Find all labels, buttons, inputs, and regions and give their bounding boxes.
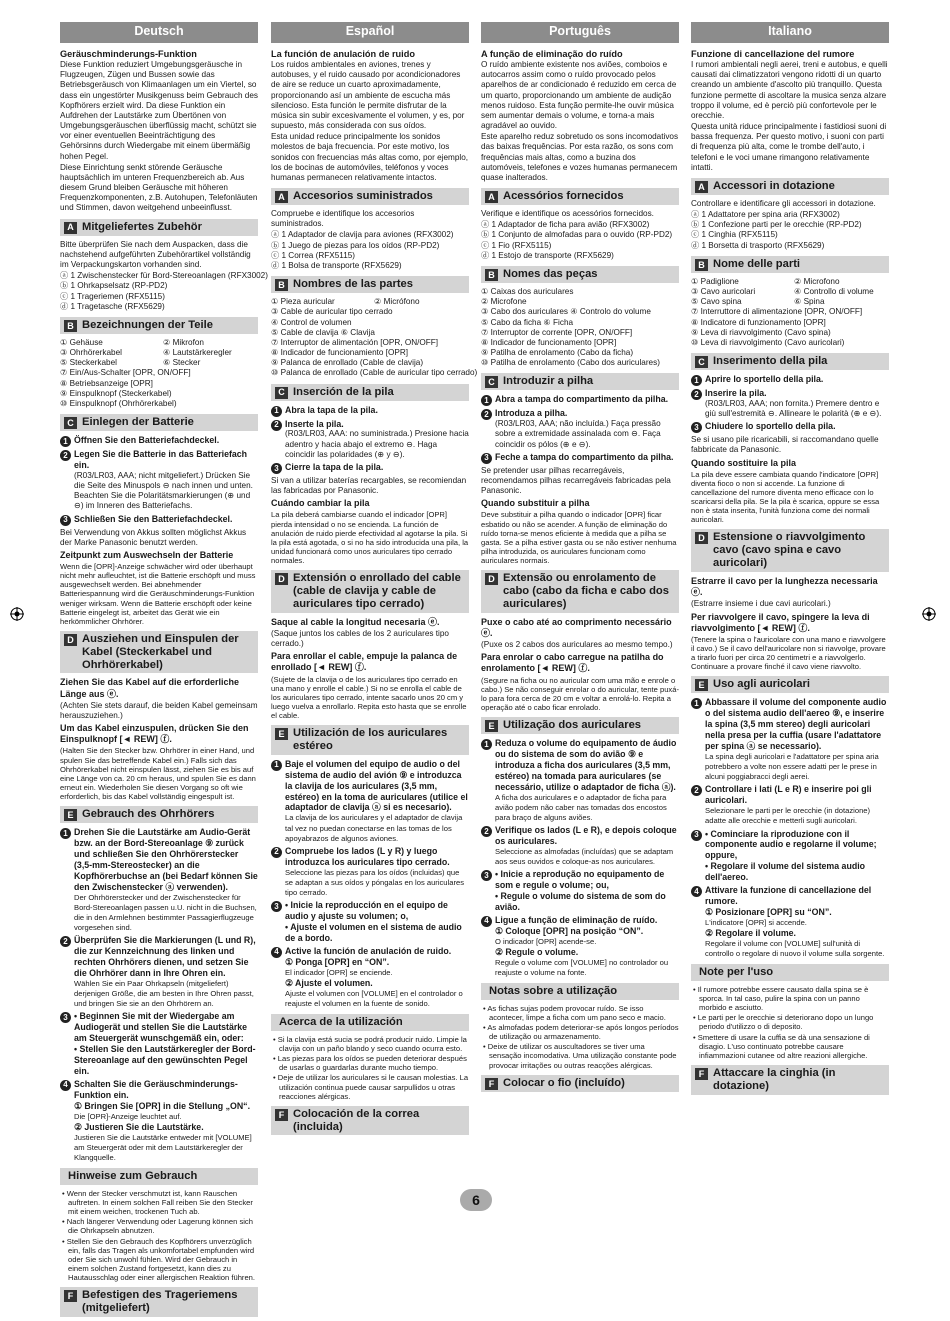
step-2: 2 Legen Sie die Batterie in das Batteriefach ein. (R03/LR03, AAA; nicht mitgeliefert.) Drücken Sie die Seite des Minuspols ⊖ nach innen und unten. Beachten Sie die Polaritätsmarkierungen (⊕ und ⊖) im Inneren des Batteriefachs. — [60, 449, 258, 512]
battery-note: Si van a utilizar baterías recargables, se recomiendan las fabricadas por Panasonic. — [271, 475, 467, 496]
letter-badge: C — [275, 387, 288, 399]
cable-step-1: Puxe o cabo até ao comprimento necessário ⓔ. — [481, 616, 672, 638]
step-number: 2 — [481, 409, 492, 420]
step-2: 2 Inserire la pila. (R03/LR03, AAA; non fornita.) Premere dentro e giù sull'estremità ⊖. Allineare le polarità (⊕ e ⊖). — [691, 388, 889, 419]
list-item: ① Caixas dos auriculares — [481, 287, 574, 296]
section-header-e: E Gebrauch des Ohrhörers — [60, 806, 258, 823]
use-step-2: 2 Controllare i lati (L e R) e inserire poi gli auricolari. Selezionare le parti per le orecchie (in dotazione) adatte alle orecchie e metterli sugli auricolari. — [691, 784, 889, 826]
hints-list — [60, 1189, 258, 1282]
hint-item: • Nach längerer Verwendung oder Lagerung können sich die Ohrkapseln abnutzen. — [62, 1217, 253, 1236]
list-item: ⓐ 1 Adattatore per spina aria (RFX3002) — [691, 210, 840, 220]
section-header-hints: Note per l'uso — [691, 964, 889, 981]
cable-step-2-text: (Sujete de la clavija o de los auriculares tipo cerrado en una mano y enrolle el cable.) Si no se enrolla el cable de los auriculares tipo cerrado, intente sacarlo unos 20 cm y luego vuelva a enrollarlo. Repita esto hasta que se enrolle el cable. — [271, 674, 467, 720]
hint-item: • Si la clavija está sucia se podrá producir ruido. Limpie la clavija con un paño blando y seco cuando ocurra esto. — [273, 1034, 467, 1054]
section-header-f: F Attaccare la cinghia (in dotazione) — [691, 1065, 889, 1095]
letter-badge: E — [485, 720, 498, 732]
battery-replace-text: La pila deberá cambiarse cuando el indicador [OPR] pierda intensidad o no se encienda. La función de anulación de ruido pierde efectividad al agotarse la pila. Si la pila está agotada, o si no ha sido introducida una pila, la unidad funcionará como unos auriculares tipo cerrado normales. — [271, 510, 469, 566]
list-item: ⑩ Palanca de enrollado (Cable de auricular tipo cerrado) — [271, 368, 478, 378]
list-item: ⑨ Leva di riavvolgimento (Cavo spina) — [691, 327, 831, 337]
hint-item: • As almofadas podem deteriorar-se após longos períodos de utilização ou armazenamento. — [483, 1023, 679, 1042]
language-header: Español — [271, 22, 469, 43]
list-item: ⓑ 1 Confezione parti per le orecchie (RP-PD2) — [691, 220, 862, 230]
cable-step-1: Estrarre il cavo per la lunghezza necessaria ⓔ. — [691, 576, 878, 598]
accessories-list — [271, 230, 469, 271]
section-header-b: B Nomes das peças — [481, 266, 679, 283]
letter-badge: E — [695, 679, 708, 691]
section-header-a: A Accesorios suministrados — [271, 188, 469, 205]
list-item: ⑦ Ein/Aus-Schalter [OPR, ON/OFF] — [60, 368, 191, 378]
use-step-4: 4 Schalten Sie die Geräuschminderungs-Funktion ein. ① Bringen Sie [OPR] in die Stellung „ON“. Die [OPR]-Anzeige leuchtet auf. ② Justieren Sie die Lautstärke. Justieren Sie die Lautstärke entweder mit [VOLUME] am Steuergerät oder mit dem Lautstärkeregler der Klangquelle. — [60, 1079, 258, 1163]
step-number: 3 — [60, 1012, 71, 1023]
section-header-f: F Befestigen des Trageriemens (mitgeliefert) — [60, 1287, 258, 1317]
section-header-d: D Estensione o riavvolgimento cavo (cavo spina e cavo auricolari) — [691, 529, 889, 572]
list-item: ⓑ 1 Juego de piezas para los oídos (RP-PD2) — [271, 240, 440, 250]
hints-list — [271, 1035, 469, 1101]
letter-badge: B — [485, 269, 498, 281]
hint-item: • Wenn der Stecker verschmutzt ist, kann Rauschen auftreten. In einem solchen Fall reiben Sie den Stecker mit einem weichen, trockenen Tuch ab. — [62, 1188, 253, 1217]
list-item: ⑧ Indicatore di funzionamento [OPR] — [691, 317, 826, 327]
cable-step-2: Para enrolar o cabo carregue na patilha do enrolamento [◄ REW] ⓕ. — [481, 652, 664, 674]
step-1: 1 Öffnen Sie den Batteriefachdeckel. — [60, 435, 258, 447]
column-es — [271, 22, 478, 1139]
accessories-list — [60, 271, 268, 312]
hints-list — [481, 1004, 679, 1070]
section-header-b: B Nome delle parti — [691, 256, 889, 273]
list-item: ⓐ 1 Adaptador de ficha para avião (RFX3002) — [481, 220, 650, 230]
step-1: 1 Abra a tampa do compartimento da pilha. — [481, 394, 679, 406]
battery-note: Se si usano pile ricaricabili, si raccomandano quelle fabbricate da Panasonic. — [691, 435, 879, 455]
list-item: ⓒ 1 Cinghia (RFX5115) — [691, 230, 778, 240]
step-number: 1 — [60, 828, 71, 839]
letter-badge: D — [275, 573, 288, 585]
step-1: 1 Aprire lo sportello della pila. — [691, 374, 889, 386]
cable-step-2: Um das Kabel einzuspulen, drücken Sie den Einspulknopf [◄ REW] ⓕ. — [60, 723, 249, 745]
use-step-4: 4 Ligue a função de eliminação de ruído. ① Coloque [OPR] na posição “ON”. O indicador [OPR] acende-se. ② Regule o volume. Regule o volume com [VOLUME] no controlador ou reajuste o volume na fonte. — [481, 915, 679, 978]
step-number: 3 — [271, 463, 282, 474]
subsection-title: Quando substituir a pilha — [481, 498, 590, 509]
section-header-e: E Utilización de los auriculares estéreo — [271, 725, 469, 755]
use-step-4: 4 Active la función de anulación de ruido. ① Ponga [OPR] en “ON”. El indicador [OPR] se enciende. ② Ajuste el volumen. Ajuste el volumen con [VOLUME] en el controlador o reajuste el volumen en la fuente de sonido. — [271, 946, 469, 1009]
list-item: ② Microfono — [793, 276, 840, 286]
battery-replace-text: Deve substituir a pilha quando o indicador [OPR] ficar esbatido ou não se acender. A função de eliminação do ruído torna-se menos eficiente à medida que a pilha se gasta. Se a pilha estiver gasta ou se não estiver nenhuma pilha introduzida, os auriculares funcionam como auriculares normais. — [481, 510, 677, 566]
step-number: 3 — [691, 830, 702, 841]
accessories-text: Compruebe e identifique los accesorios suministrados. — [271, 209, 415, 229]
list-item: ④ Control de volumen — [271, 317, 352, 327]
step-number: 2 — [60, 450, 71, 461]
intro-text-2: Este aparelho reduz sobretudo os sons incomodativos das baixas frequências. Por esta razão, os sons com frequências mais altas, como a buzina dos automóveis, telefones e vozes humanas permanecem quase inalterados. — [481, 132, 679, 182]
accessories-text: Controllare e identificare gli accessori in dotazione. — [691, 198, 876, 208]
hint-item: • Il rumore potrebbe essere causato dalla spina se è sporca. In tal caso, pulire la spina con un panno morbido e asciutto. — [693, 985, 869, 1013]
language-header: Italiano — [691, 22, 889, 43]
language-header: Deutsch — [60, 22, 258, 43]
parts-list — [691, 307, 889, 348]
cable-step-1-text: (Puxe os 2 cabos dos auriculares ao mesmo tempo.) — [481, 640, 673, 650]
letter-badge: C — [695, 356, 708, 368]
list-item: ⑤ Steckerkabel — [60, 358, 117, 368]
section-title: Funzione di cancellazione del rumore — [691, 48, 855, 59]
step-number: 3 — [481, 870, 492, 881]
step-number: 3 — [60, 515, 71, 526]
letter-badge: B — [64, 320, 77, 332]
list-item: ③ Cable de auricular tipo cerrado — [271, 307, 393, 317]
section-header-hints: Hinweise zum Gebrauch — [60, 1168, 258, 1185]
list-item: ⑦ Interruttore di alimentazione [OPR, ON/OFF] — [691, 307, 863, 317]
list-item: ⓓ 1 Bolsa de transporte (RFX5629) — [271, 261, 402, 270]
section-header-b: B Nombres de las partes — [271, 276, 469, 293]
list-item: ⑨ Palanca de enrollado (Cable de clavija) — [271, 358, 424, 368]
list-item: ⓓ 1 Tragetasche (RFX5629) — [60, 301, 165, 311]
list-item: ① Padiglione — [691, 276, 739, 286]
battery-note: Bei Verwendung von Akkus sollten möglichst Akkus der Marke Panasonic benutzt werden. — [60, 527, 247, 547]
cable-step-1-text: (Achten Sie stets darauf, die beiden Kabel gemeinsam herauszuziehen.) — [60, 700, 258, 720]
letter-badge: A — [485, 191, 498, 203]
hint-item: • Deje de utilizar los auriculares si le causan molestias. La utilización continua puede causar sarpullidos u otras reacciones alérgicas. — [273, 1073, 469, 1101]
list-item: ⑨ Patilha de enrolamento (Cabo da ficha) — [481, 348, 634, 358]
letter-badge: C — [485, 376, 498, 388]
hint-item: • Stellen Sie den Gebrauch des Kopfhörers unverzüglich ein, falls das Tragen als unkomfortabel empfunden wird oder Sie sich unwohl fühlen. Wird der Gebrauch in einem solchen Zustand fortgesetzt, kann dies zu Hautausschlag oder einer allergischen Reaktion führen. — [62, 1236, 256, 1282]
list-item: ⑦ Interruptor de corrente [OPR, ON/OFF] — [481, 327, 633, 337]
letter-badge: B — [695, 259, 708, 271]
section-header-d: D Ausziehen und Einspulen der Kabel (Steckerkabel und Ohrhörerkabel) — [60, 631, 258, 674]
step-number: 1 — [60, 436, 71, 447]
column-pt — [481, 22, 679, 1096]
step-number: 1 — [481, 739, 492, 750]
intro-text: Diese Funktion reduziert Umgebungsgeräusche in Flugzeugen, Zügen und Bussen sowie das Betriebsgeräusch von Klimaanlagen um ein Viertel, so dass ein ungestörter Musikgenuss beim Gebrauch des Kopfhörers erzielt wird. Da diese Funktion ein Aufdrehen der Lautstärke zum Übertönen von Umgebungsgeräuschen überflüssig macht, schützt sie vor einer eventuellen Beeinträchtigung des Gehörsinns durch Wiedergabe mit einem übermäßig hohen Pegel. — [60, 60, 258, 161]
letter-badge: F — [695, 1068, 708, 1080]
registration-mark-right — [922, 607, 936, 621]
list-item: ⑥ Spina — [793, 297, 825, 307]
step-1: 1 Abra la tapa de la pila. — [271, 405, 469, 417]
list-item: ⑩ Einspulknopf (Ohrhörerkabel) — [60, 398, 177, 408]
use-step-3: 3 • Inicie la reproducción en el equipo de audio y ajuste su volumen; o, • Ajuste el volumen en el sistema de audio de a bordo. — [271, 900, 469, 944]
list-item: ⑧ Indicador de funcionamento [OPR] — [481, 337, 617, 347]
step-2: 2 Inserte la pila. (R03/LR03, AAA: no suministrada.) Presione hacia adentro y hacia abajo el extremo ⊖. Haga coincidir las polaridades (⊕ y ⊖). — [271, 419, 469, 460]
step-number: 3 — [691, 422, 702, 433]
list-item: ④ Lautstärkeregler — [162, 348, 232, 358]
step-number: 2 — [691, 389, 702, 400]
section-header-hints: Notas sobre a utilização — [481, 983, 679, 1000]
hints-list — [691, 985, 889, 1060]
letter-badge: A — [275, 191, 288, 203]
intro-text: O ruído ambiente existente nos aviões, comboios e autocarros assim como o ruído provocado pelos aparelhos de ar condicionado é reduzido em cerca de um quarto, proporcionando um ambiente de audição menos ruidoso. Esta função permite-lhe ouvir música sem aumentar demais o volume, e torna-a mais agradável ao ouvido. — [481, 60, 677, 131]
cable-step-2-text: (Halten Sie den Stecker bzw. Ohrhörer in einer Hand, und spulen Sie das betreffende Kabel ein.) Falls sich das Ohrhörerkabel nicht einspulen lässt, ziehen Sie es bis auf eine Länge von ca. 20 cm heraus, und spulen Sie es dann erneut ein. Wiederholen Sie diesen Vorgang so oft wie erforderlich, bis das Kabel vollständig eingespult ist. — [60, 746, 256, 801]
parts-list — [481, 287, 679, 368]
battery-note: Se pretender usar pilhas recarregáveis, recomendamos pilhas recarregáveis fabricadas pela Panasonic. — [481, 465, 671, 496]
list-item: ⓑ 1 Conjunto de almofadas para o ouvido (RP-PD2) — [481, 230, 673, 240]
list-item: ② Mikrofon — [162, 337, 204, 347]
section-header-c: C Introduzir a pilha — [481, 373, 679, 390]
letter-badge: E — [275, 728, 288, 740]
list-item: ① Pieza auricular — [271, 297, 335, 307]
parts-list — [271, 307, 478, 378]
step-3: 3 Cierre la tapa de la pila. — [271, 462, 469, 474]
step-number: 1 — [691, 698, 702, 709]
step-number: 2 — [691, 785, 702, 796]
subsection-title: Zeitpunkt zum Auswechseln der Batterie — [60, 549, 234, 560]
cable-step-1-text: (Estrarre insieme i due cavi auricolari.) — [691, 599, 831, 609]
letter-badge: D — [485, 573, 498, 585]
list-item: ⓓ 1 Borsetta di trasporto (RFX5629) — [691, 240, 825, 250]
letter-badge: F — [275, 1109, 288, 1121]
parts-grid — [691, 277, 889, 308]
section-header-f: F Colocar o fio (incluído) — [481, 1075, 679, 1092]
list-item: ⑩ Leva di riavvolgimento (Cavo auricolari) — [691, 337, 845, 347]
step-number: 1 — [481, 395, 492, 406]
cable-step-1-text: (Saque juntos los cables de los 2 auriculares tipo cerrado.) — [271, 628, 449, 649]
subsection-title: Quando sostituire la pila — [691, 457, 797, 468]
step-number: 3 — [271, 901, 282, 912]
use-step-4: 4 Attivare la funzione di cancellazione del rumore. ① Posizionare [OPR] su “ON”. L'indicatore [OPR] si accende. ② Regolare il volume. Regolare il volume con [VOLUME] sull'unità di controllo o regolare di nuovo il volume sulla sorgente. — [691, 885, 889, 959]
list-item: ⓐ 1 Adaptador de clavija para aviones (RFX3002) — [271, 230, 454, 240]
use-step-3: 3 • Cominciare la riproduzione con il componente audio e regolarne il volume; oppure, • Regolare il volume del sistema audio dell'aereo. — [691, 829, 889, 884]
step-number: 2 — [271, 847, 282, 858]
list-item: ⑤ Cabo da ficha ⑥ Ficha — [481, 317, 574, 327]
step-number: 4 — [271, 947, 282, 958]
list-item: ⑥ Stecker — [162, 358, 201, 368]
step-number: 2 — [271, 420, 282, 431]
list-item: ⑦ Interruptor de alimentación [OPR, ON/OFF] — [271, 337, 439, 347]
letter-badge: E — [64, 809, 77, 821]
step-number: 2 — [481, 826, 492, 837]
list-item: ④ Controllo di volume — [793, 287, 874, 296]
intro-text-2: Esta unidad reduce principalmente los sonidos molestos de baja frecuencia. Por este motivo, los sonidos con frecuencias más altas como, por ejemplo, los de bocinas de automóviles, teléfonos y voces humanas permanecen relativamente intactos. — [271, 132, 469, 182]
hint-item: • Las piezas para los oídos se pueden deteriorar después de usarlas o guardarlas durante mucho tiempo. — [273, 1054, 467, 1073]
step-number: 4 — [481, 916, 492, 927]
section-header-e: E Utilização dos auriculares — [481, 717, 679, 734]
letter-badge: C — [64, 417, 77, 429]
accessories-text: Bitte überprüfen Sie nach dem Auspacken, dass die nachstehend aufgeführten Zubehörartikel vollständig im Verpackungskarton vorhanden sind. — [60, 239, 251, 269]
list-item: ⑤ Cavo spina — [691, 297, 742, 307]
use-step-1: 1 Drehen Sie die Lautstärke am Audio-Gerät bzw. an der Bord-Stereoanlage ⑨ zurück und schließen Sie den Ohrhörerstecker (3,5-mm-Stereostecker) an die Kopfhörerbuchse an (bei Bedarf können Sie den Zwischenstecker ⓐ verwenden). Der Ohrhörerstecker und der Zwischenstecker für Bord-Stereoanlagen passen u.U. nicht in die Buchsen, die in den Armlehnen bestimmter Passagierflugzeuge vorgesehen sind. — [60, 827, 258, 933]
use-step-2: 2 Verifique os lados (L e R), e depois coloque os auriculares. Seleccione as almofadas (incluídas) que se adaptam aos seus ouvidos e coloque-as nos auriculares. — [481, 825, 679, 867]
use-step-1: 1 Abbassare il volume del componente audio o del sistema audio dell'aereo ⑨, e inserire la spina (3,5 mm stereo) degli auricolari nella presa per la cuffia (usare l'adattatore per spina ⓐ se necessario). La spina degli auricolari e l'adattatore per spina aria potrebbero a volte non essere adatti per le prese in alcuni poggiabracci degli aerei. — [691, 697, 889, 782]
list-item: ③ Cavo auricolari — [691, 287, 756, 296]
list-item: ② Microfone — [481, 297, 527, 307]
page-number: 6 — [460, 1189, 492, 1211]
step-number: 1 — [271, 760, 282, 771]
list-item: ⑨ Einspulknopf (Steckerkabel) — [60, 388, 172, 398]
use-step-2: 2 Compruebe los lados (L y R) y luego introduzca los auriculares tipo cerrado. Seleccione las piezas para los oídos (incluidas) que se adaptan a sus oídos y póngalas en los auriculares tipo cerrado. — [271, 846, 469, 898]
list-item: ⓓ 1 Estojo de transporte (RFX5629) — [481, 250, 614, 260]
section-header-c: C Einlegen der Batterie — [60, 414, 258, 431]
registration-mark-left — [10, 607, 24, 621]
list-item: ② Micrófono — [373, 297, 420, 307]
use-step-1: 1 Reduza o volume do equipamento de áudio ou do sistema de som do avião ⑨ e introduza a ficha dos auriculares (3,5 mm, estéreo) na tomada para auriculares (se necessário, utilize o adaptador de ficha ⓐ). A ficha dos auriculares e o adaptador de ficha para avião podem não caber nas tomadas dos encostos para braço de alguns aviões. — [481, 738, 679, 823]
step-number: 1 — [271, 406, 282, 417]
section-header-a: A Acessórios fornecidos — [481, 188, 679, 205]
cable-step-2: Per riavvolgere il cavo, spingere la leva di riavvolgimento [◄ REW] ⓕ. — [691, 611, 870, 633]
list-item: ⑤ Cable de clavija ⑥ Clavija — [271, 327, 375, 337]
list-item: ⓑ 1 Ohrkapselsatz (RP-PD2) — [60, 281, 168, 291]
accessories-list — [691, 210, 889, 251]
section-header-c: C Inserción de la pila — [271, 384, 469, 401]
use-step-2: 2 Überprüfen Sie die Markierungen (L und R), die zur Kennzeichnung des linken und rechten Ohrhörers dienen, und setzen Sie die Ohrhörer dann in Ihre Ohren ein. Wählen Sie ein Paar Ohrkapseln (mitgeliefert) derjenigen Größe, die am besten in Ihre Ohren passt, und bringen Sie sie an den Ohrhörern an. — [60, 935, 258, 1009]
section-header-hints: Acerca de la utilización — [271, 1014, 469, 1031]
section-title: La función de anulación de ruido — [271, 48, 415, 59]
list-item: ⓐ 1 Zwischenstecker für Bord-Stereoanlagen (RFX3002) — [60, 271, 268, 281]
accessories-text: Verifique e identifique os acessórios fornecidos. — [481, 209, 654, 219]
parts-grid — [60, 338, 258, 369]
step-3: 3 Schließen Sie den Batteriefachdeckel. — [60, 514, 258, 526]
intro-text-2: Diese Einrichtung senkt störende Geräusche hauptsächlich im unteren Frequenzbereich ab. Aus diesem Grund bleiben Geräusche mit höheren Frequenzkomponenten, z.B. Autohupen, Telefonläuten und Stimmen, davon weitgehend unbeeinflusst. — [60, 162, 258, 213]
step-2: 2 Introduza a pilha. (R03/LR03, AAA; não incluída.) Faça pressão sobre a extremidade assinalada com ⊖. Faça coincidir os pólos (⊕ e ⊖). — [481, 408, 679, 449]
section-header-f: F Colocación de la correa (incluida) — [271, 1106, 469, 1136]
parts-list — [60, 368, 258, 409]
list-item: ⑧ Indicador de funcionamiento [OPR] — [271, 348, 409, 358]
column-de — [60, 22, 268, 1321]
section-header-d: D Extensión o enrollado del cable (cable de clavija y cable de auriculares tipo cerrado) — [271, 570, 469, 613]
list-item: ⑧ Betriebsanzeige [OPR] — [60, 378, 153, 388]
section-header-b: B Bezeichnungen der Teile — [60, 317, 258, 334]
list-item: ⑩ Patilha de enrolamento (Cabo dos auriculares) — [481, 358, 660, 368]
hint-item: • Le parti per le orecchie si deteriorano dopo un lungo periodo d'utilizzo o di deposito. — [693, 1013, 874, 1032]
list-item: ⓒ 1 Correa (RFX5115) — [271, 250, 356, 260]
letter-badge: D — [64, 634, 77, 646]
intro-text-2: Questa unità riduce principalmente i fastidiosi suoni di bassa frequenza. Per questo motivo, i suoni con parti di frequenza più alta, come le trombe dell'auto, i telefoni e le voci umane rimangono relativamente intatti. — [691, 122, 887, 172]
use-step-3: 3 • Inicie a reprodução no equipamento de som e regule o volume; ou, • Regule o volume do sistema de som do avião. — [481, 869, 679, 913]
section-title: Geräuschminderungs-Funktion — [60, 48, 197, 59]
intro-text: Los ruidos ambientales en aviones, trenes y autobuses, y el ruido causado por acondicionadores de aire se reduce un cuarto aproximadamente, proporcionando así un ambiente de escucha más silencioso. Esta función le permite disfrutar de la música sin subir excesivamente el volumen, y es, por supuesto, más considerada con sus oídos. — [271, 60, 465, 131]
hint-item: • Deixe de utilizar os auscultadores se tiver uma sensação incomodativa. Uma utilização constante pode provocar irritações ou outras reacções alérgicas. — [483, 1042, 677, 1070]
step-number: 1 — [691, 375, 702, 386]
list-item: ⓒ 1 Trageriemen (RFX5115) — [60, 291, 165, 301]
letter-badge: D — [695, 532, 708, 544]
cable-step-2-text: (Segure na ficha ou no auricular com uma mão e enrole o cabo.) Se não conseguir enrolar o do auricular, tente puxá-lo para fora cerca de 20 cm e voltar a enrolá-lo. Repita a operação até o cabo ficar enrolado. — [481, 675, 679, 712]
battery-replace-text: Wenn die [OPR]-Anzeige schwächer wird oder überhaupt nicht mehr aufleuchtet, ist die Batterie erschöpft und muss ausgewechselt werden. Bei abnehmender Batteriespannung wird die Geräuschminderungs-Funktion weniger wirksam. Wenn die Batterie erschöpft oder keine Batterie eingelegt ist, arbeitet das Gerät wie ein herkömmlicher Ohrhörer. — [60, 562, 256, 626]
letter-badge: B — [275, 279, 288, 291]
cable-step-2: Para enrollar el cable, empuje la palanca de enrollado [◄ REW] ⓕ. — [271, 651, 458, 673]
step-number: 4 — [60, 1080, 71, 1091]
battery-replace-text: La pila deve essere cambiata quando l'indicatore [OPR] diventa fioco o non si accende. La funzione di cancellazione del rumore diventa meno efficace con lo scaricarsi della pila. Se la pila è scarica, oppure se essa non è stata inserita, l'unità funziona come dei normali auricolari. — [691, 469, 880, 525]
subsection-title: Cuándo cambiar la pila — [271, 498, 370, 509]
letter-badge: F — [64, 1290, 77, 1302]
letter-badge: A — [64, 222, 77, 234]
cable-step-1: Saque al cable la longitud necesaria ⓔ. — [271, 616, 440, 627]
section-header-c: C Inserimento della pila — [691, 353, 889, 370]
step-number: 2 — [60, 936, 71, 947]
use-step-1: 1 Baje el volumen del equipo de audio o del sistema de audio del avión ⑨ e introduzca la clavija de los auriculares (3,5 mm, estéreo) en la toma de auriculares (utilice el adaptador de clavija ⓐ si es necesario). La clavija de los auriculares y el adaptador de clavija tal vez no puedan conectarse en las tomas de los apoyabrazos de algunos aviones. — [271, 759, 469, 844]
step-3: 3 Chiudere lo sportello della pila. — [691, 421, 889, 433]
section-header-e: E Uso agli auricolari — [691, 676, 889, 693]
section-header-a: A Accessori in dotazione — [691, 178, 889, 195]
hint-item: • As fichas sujas podem provocar ruído. Se isso acontecer, limpe a ficha com um pano seco e macio. — [483, 1003, 666, 1023]
step-3: 3 Feche a tampa do compartimento da pilha. — [481, 452, 679, 464]
cable-step-1: Ziehen Sie das Kabel auf die erforderliche Länge aus ⓔ. — [60, 677, 240, 699]
section-header-d: D Extensão ou enrolamento de cabo (cabo da ficha e cabo dos auriculares) — [481, 570, 679, 613]
letter-badge: A — [695, 181, 708, 193]
parts-grid — [271, 297, 469, 307]
section-header-a: A Mitgeliefertes Zubehör — [60, 219, 258, 236]
accessories-list — [481, 220, 679, 261]
step-number: 4 — [691, 886, 702, 897]
column-it — [691, 22, 889, 1099]
section-title: A função de eliminação do ruído — [481, 48, 623, 59]
use-step-3: 3 • Beginnen Sie mit der Wiedergabe am Audiogerät und stellen Sie die Lautstärke am Steuergerät wunschgemäß ein, oder: • Stellen Sie den Lautstärkeregler der Bord-Stereoanlage auf den gewünschten Pegel ein. — [60, 1011, 258, 1076]
intro-text: I rumori ambientali negli aerei, treni e autobus, e quelli causati dai climatizzatori vengono ridotti di un quarto creando un ambiente d'ascolto più tranquillo. Questa funzione permette di ascoltare la musica senza alzare troppo il volume, ed è perciò più confortevole per le orecchie. — [691, 60, 888, 120]
cable-step-2-text: (Tenere la spina o l'auricolare con una mano e riavvolgere il cavo.) Se il cavo dell'auricolare non si riavvolge, provare a tirarlo fuori per circa 20 centimetri e a riavvolgerlo. Continuare a provare finché il cavo viene riavvolto. — [691, 634, 886, 672]
list-item: ③ Cabo dos auriculares ④ Controlo do volume — [481, 307, 651, 317]
hint-item: • Smettere di usare la cuffia se dà una sensazione di disagio. L'uso continuato potrebbe causare infiammazioni cutanee od altre reazioni allergiche. — [693, 1032, 870, 1060]
list-item: ⓒ 1 Fio (RFX5115) — [481, 240, 552, 250]
language-header: Português — [481, 22, 679, 43]
list-item: ① Gehäuse — [60, 337, 103, 347]
list-item: ③ Ohrhörerkabel — [60, 348, 122, 358]
step-number: 3 — [481, 453, 492, 464]
letter-badge: F — [485, 1078, 498, 1090]
